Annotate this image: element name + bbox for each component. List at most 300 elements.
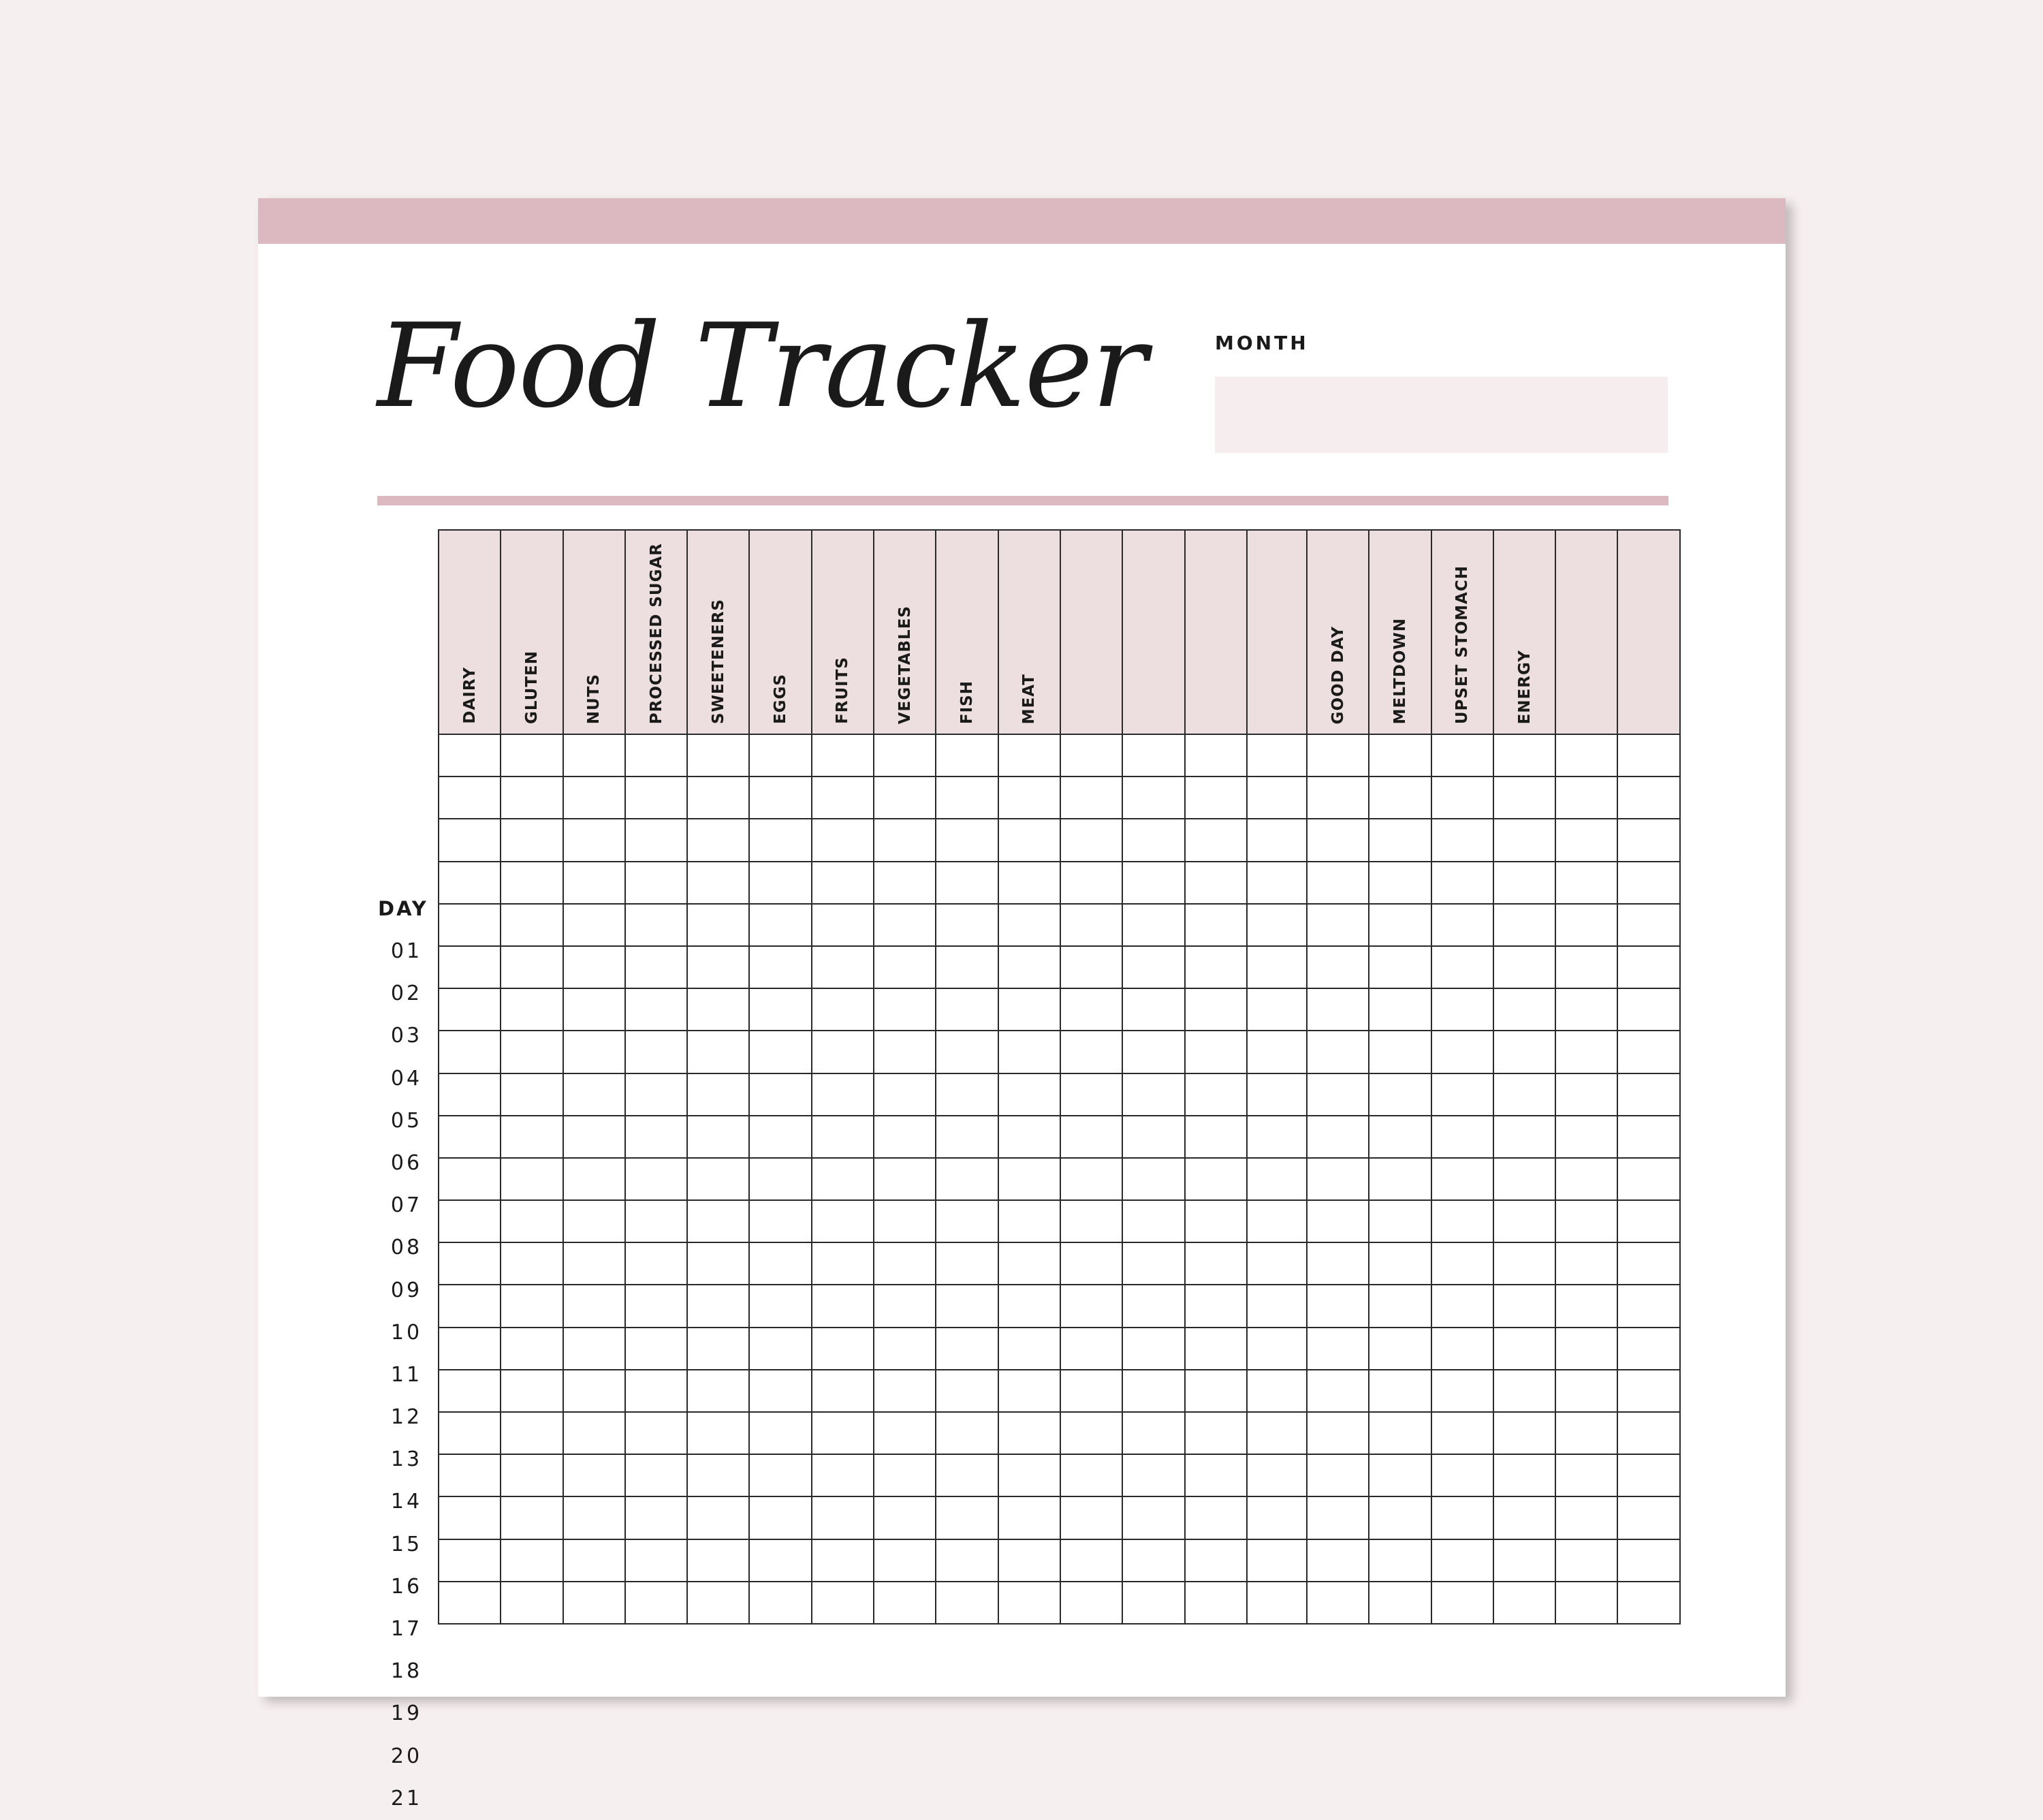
symptom-check-cell[interactable] xyxy=(1431,1200,1493,1242)
food-check-cell[interactable] xyxy=(687,946,749,988)
food-check-cell[interactable] xyxy=(625,819,687,861)
food-check-cell[interactable] xyxy=(1185,1328,1247,1370)
symptom-check-cell[interactable] xyxy=(1493,988,1555,1031)
food-check-cell[interactable] xyxy=(501,1454,563,1496)
food-check-cell[interactable] xyxy=(1247,1116,1309,1158)
food-check-cell[interactable] xyxy=(812,1539,874,1582)
food-check-cell[interactable] xyxy=(812,1328,874,1370)
symptom-check-cell[interactable] xyxy=(1555,1031,1617,1073)
food-check-cell[interactable] xyxy=(874,1116,936,1158)
symptom-check-cell[interactable] xyxy=(1369,946,1431,988)
food-check-cell[interactable] xyxy=(687,1539,749,1582)
symptom-check-cell[interactable] xyxy=(1555,988,1617,1031)
food-check-cell[interactable] xyxy=(998,776,1060,819)
food-check-cell[interactable] xyxy=(1122,1539,1184,1582)
food-check-cell[interactable] xyxy=(998,1242,1060,1285)
food-check-cell[interactable] xyxy=(749,862,811,904)
food-check-cell[interactable] xyxy=(749,946,811,988)
food-check-cell[interactable] xyxy=(1247,1031,1309,1073)
symptom-check-cell[interactable] xyxy=(1369,988,1431,1031)
food-check-cell[interactable] xyxy=(1060,1412,1122,1454)
food-check-cell[interactable] xyxy=(812,1242,874,1285)
food-check-cell[interactable] xyxy=(439,1454,501,1496)
food-check-cell[interactable] xyxy=(749,1200,811,1242)
food-check-cell[interactable] xyxy=(1060,1370,1122,1412)
food-check-cell[interactable] xyxy=(998,1412,1060,1454)
food-check-cell[interactable] xyxy=(1060,1158,1122,1200)
food-check-cell[interactable] xyxy=(625,1412,687,1454)
food-check-cell[interactable] xyxy=(1122,1073,1184,1116)
food-check-cell[interactable] xyxy=(1247,1158,1309,1200)
symptom-check-cell[interactable] xyxy=(1369,1370,1431,1412)
food-check-cell[interactable] xyxy=(1060,1328,1122,1370)
food-check-cell[interactable] xyxy=(439,946,501,988)
symptom-check-cell[interactable] xyxy=(1307,1370,1369,1412)
food-check-cell[interactable] xyxy=(998,1031,1060,1073)
food-check-cell[interactable] xyxy=(936,1116,998,1158)
symptom-check-cell[interactable] xyxy=(1307,1328,1369,1370)
symptom-check-cell[interactable] xyxy=(1617,1496,1679,1539)
food-check-cell[interactable] xyxy=(625,946,687,988)
food-check-cell[interactable] xyxy=(501,1073,563,1116)
food-check-cell[interactable] xyxy=(998,1073,1060,1116)
food-check-cell[interactable] xyxy=(1122,776,1184,819)
symptom-check-cell[interactable] xyxy=(1617,904,1679,946)
food-check-cell[interactable] xyxy=(1060,946,1122,988)
symptom-check-cell[interactable] xyxy=(1617,1031,1679,1073)
symptom-check-cell[interactable] xyxy=(1555,1073,1617,1116)
food-check-cell[interactable] xyxy=(625,1031,687,1073)
symptom-check-cell[interactable] xyxy=(1555,1116,1617,1158)
symptom-check-cell[interactable] xyxy=(1369,1242,1431,1285)
symptom-check-cell[interactable] xyxy=(1493,776,1555,819)
food-check-cell[interactable] xyxy=(625,1328,687,1370)
food-check-cell[interactable] xyxy=(936,776,998,819)
food-check-cell[interactable] xyxy=(687,1158,749,1200)
food-check-cell[interactable] xyxy=(749,1496,811,1539)
food-check-cell[interactable] xyxy=(998,988,1060,1031)
food-check-cell[interactable] xyxy=(1185,904,1247,946)
food-check-cell[interactable] xyxy=(1185,1454,1247,1496)
food-check-cell[interactable] xyxy=(687,862,749,904)
food-check-cell[interactable] xyxy=(812,988,874,1031)
food-check-cell[interactable] xyxy=(749,1158,811,1200)
food-check-cell[interactable] xyxy=(563,946,625,988)
food-check-cell[interactable] xyxy=(998,1454,1060,1496)
food-check-cell[interactable] xyxy=(1247,1539,1309,1582)
food-check-cell[interactable] xyxy=(1060,1031,1122,1073)
food-check-cell[interactable] xyxy=(874,1031,936,1073)
food-check-cell[interactable] xyxy=(563,819,625,861)
food-check-cell[interactable] xyxy=(563,1200,625,1242)
symptom-check-cell[interactable] xyxy=(1431,1073,1493,1116)
food-check-cell[interactable] xyxy=(439,1539,501,1582)
food-check-cell[interactable] xyxy=(749,1370,811,1412)
food-check-cell[interactable] xyxy=(812,1582,874,1624)
food-check-cell[interactable] xyxy=(874,862,936,904)
symptom-check-cell[interactable] xyxy=(1431,1496,1493,1539)
food-check-cell[interactable] xyxy=(687,776,749,819)
symptom-check-cell[interactable] xyxy=(1369,1582,1431,1624)
food-check-cell[interactable] xyxy=(1247,1242,1309,1285)
symptom-check-cell[interactable] xyxy=(1493,862,1555,904)
symptom-check-cell[interactable] xyxy=(1307,1073,1369,1116)
symptom-check-cell[interactable] xyxy=(1617,946,1679,988)
food-check-cell[interactable] xyxy=(998,1328,1060,1370)
symptom-check-cell[interactable] xyxy=(1617,1158,1679,1200)
symptom-check-cell[interactable] xyxy=(1493,1116,1555,1158)
food-check-cell[interactable] xyxy=(501,1285,563,1327)
food-check-cell[interactable] xyxy=(563,734,625,776)
food-check-cell[interactable] xyxy=(625,904,687,946)
symptom-check-cell[interactable] xyxy=(1555,1539,1617,1582)
symptom-check-cell[interactable] xyxy=(1617,1370,1679,1412)
food-check-cell[interactable] xyxy=(749,1539,811,1582)
food-check-cell[interactable] xyxy=(1247,946,1309,988)
food-check-cell[interactable] xyxy=(749,1412,811,1454)
symptom-check-cell[interactable] xyxy=(1369,1454,1431,1496)
food-check-cell[interactable] xyxy=(812,946,874,988)
food-check-cell[interactable] xyxy=(749,988,811,1031)
food-check-cell[interactable] xyxy=(501,1031,563,1073)
food-check-cell[interactable] xyxy=(625,1285,687,1327)
food-check-cell[interactable] xyxy=(439,1073,501,1116)
food-check-cell[interactable] xyxy=(563,1328,625,1370)
food-check-cell[interactable] xyxy=(1185,776,1247,819)
food-check-cell[interactable] xyxy=(1060,734,1122,776)
food-check-cell[interactable] xyxy=(936,1285,998,1327)
food-check-cell[interactable] xyxy=(501,819,563,861)
food-check-cell[interactable] xyxy=(998,1200,1060,1242)
food-check-cell[interactable] xyxy=(1122,1412,1184,1454)
symptom-check-cell[interactable] xyxy=(1617,1539,1679,1582)
symptom-check-cell[interactable] xyxy=(1431,1285,1493,1327)
month-field[interactable] xyxy=(1215,377,1668,453)
food-check-cell[interactable] xyxy=(874,946,936,988)
food-check-cell[interactable] xyxy=(1185,1412,1247,1454)
food-check-cell[interactable] xyxy=(1060,776,1122,819)
food-check-cell[interactable] xyxy=(687,819,749,861)
food-check-cell[interactable] xyxy=(998,1285,1060,1327)
food-check-cell[interactable] xyxy=(874,1454,936,1496)
food-check-cell[interactable] xyxy=(874,1328,936,1370)
food-check-cell[interactable] xyxy=(563,1454,625,1496)
food-check-cell[interactable] xyxy=(439,862,501,904)
food-check-cell[interactable] xyxy=(1060,862,1122,904)
food-check-cell[interactable] xyxy=(1122,904,1184,946)
food-check-cell[interactable] xyxy=(1060,1116,1122,1158)
food-check-cell[interactable] xyxy=(1122,862,1184,904)
food-check-cell[interactable] xyxy=(1247,988,1309,1031)
food-check-cell[interactable] xyxy=(563,1285,625,1327)
food-check-cell[interactable] xyxy=(936,862,998,904)
food-check-cell[interactable] xyxy=(1247,1496,1309,1539)
food-check-cell[interactable] xyxy=(812,776,874,819)
food-check-cell[interactable] xyxy=(936,1370,998,1412)
food-check-cell[interactable] xyxy=(439,1285,501,1327)
food-check-cell[interactable] xyxy=(501,1328,563,1370)
symptom-check-cell[interactable] xyxy=(1555,776,1617,819)
food-check-cell[interactable] xyxy=(874,1158,936,1200)
food-check-cell[interactable] xyxy=(1122,1158,1184,1200)
food-check-cell[interactable] xyxy=(998,819,1060,861)
food-check-cell[interactable] xyxy=(687,1073,749,1116)
food-check-cell[interactable] xyxy=(1122,734,1184,776)
food-check-cell[interactable] xyxy=(1060,904,1122,946)
symptom-check-cell[interactable] xyxy=(1369,1328,1431,1370)
food-check-cell[interactable] xyxy=(501,862,563,904)
food-check-cell[interactable] xyxy=(1060,1285,1122,1327)
symptom-check-cell[interactable] xyxy=(1555,1454,1617,1496)
food-check-cell[interactable] xyxy=(563,776,625,819)
food-check-cell[interactable] xyxy=(874,904,936,946)
food-check-cell[interactable] xyxy=(1247,1328,1309,1370)
food-check-cell[interactable] xyxy=(1122,1116,1184,1158)
food-check-cell[interactable] xyxy=(1060,1496,1122,1539)
food-check-cell[interactable] xyxy=(749,1285,811,1327)
food-check-cell[interactable] xyxy=(998,1539,1060,1582)
food-check-cell[interactable] xyxy=(687,1242,749,1285)
food-check-cell[interactable] xyxy=(749,1242,811,1285)
symptom-check-cell[interactable] xyxy=(1431,862,1493,904)
symptom-check-cell[interactable] xyxy=(1369,1200,1431,1242)
symptom-check-cell[interactable] xyxy=(1307,1285,1369,1327)
symptom-check-cell[interactable] xyxy=(1617,988,1679,1031)
symptom-check-cell[interactable] xyxy=(1431,1454,1493,1496)
food-check-cell[interactable] xyxy=(936,1412,998,1454)
food-check-cell[interactable] xyxy=(687,1116,749,1158)
food-check-cell[interactable] xyxy=(936,1496,998,1539)
food-check-cell[interactable] xyxy=(936,988,998,1031)
food-check-cell[interactable] xyxy=(936,1539,998,1582)
food-check-cell[interactable] xyxy=(1185,1370,1247,1412)
food-check-cell[interactable] xyxy=(1185,946,1247,988)
food-check-cell[interactable] xyxy=(1122,1031,1184,1073)
food-check-cell[interactable] xyxy=(998,1158,1060,1200)
food-check-cell[interactable] xyxy=(1185,1582,1247,1624)
symptom-check-cell[interactable] xyxy=(1493,1582,1555,1624)
food-check-cell[interactable] xyxy=(625,734,687,776)
symptom-check-cell[interactable] xyxy=(1369,1285,1431,1327)
symptom-check-cell[interactable] xyxy=(1307,1031,1369,1073)
symptom-check-cell[interactable] xyxy=(1307,946,1369,988)
food-check-cell[interactable] xyxy=(563,1031,625,1073)
symptom-check-cell[interactable] xyxy=(1493,1031,1555,1073)
food-check-cell[interactable] xyxy=(874,988,936,1031)
symptom-check-cell[interactable] xyxy=(1493,904,1555,946)
food-check-cell[interactable] xyxy=(874,1370,936,1412)
food-check-cell[interactable] xyxy=(439,1158,501,1200)
food-check-cell[interactable] xyxy=(501,946,563,988)
food-check-cell[interactable] xyxy=(1185,734,1247,776)
symptom-check-cell[interactable] xyxy=(1431,776,1493,819)
food-check-cell[interactable] xyxy=(563,1539,625,1582)
food-check-cell[interactable] xyxy=(749,1116,811,1158)
symptom-check-cell[interactable] xyxy=(1431,1582,1493,1624)
food-check-cell[interactable] xyxy=(1185,1158,1247,1200)
food-check-cell[interactable] xyxy=(874,1200,936,1242)
food-check-cell[interactable] xyxy=(1060,988,1122,1031)
food-check-cell[interactable] xyxy=(936,1031,998,1073)
food-check-cell[interactable] xyxy=(687,1370,749,1412)
food-check-cell[interactable] xyxy=(501,1582,563,1624)
symptom-check-cell[interactable] xyxy=(1369,1073,1431,1116)
food-check-cell[interactable] xyxy=(439,988,501,1031)
food-check-cell[interactable] xyxy=(687,1582,749,1624)
symptom-check-cell[interactable] xyxy=(1307,819,1369,861)
food-check-cell[interactable] xyxy=(998,734,1060,776)
symptom-check-cell[interactable] xyxy=(1307,1539,1369,1582)
food-check-cell[interactable] xyxy=(687,1200,749,1242)
food-check-cell[interactable] xyxy=(1060,1454,1122,1496)
food-check-cell[interactable] xyxy=(439,1200,501,1242)
symptom-check-cell[interactable] xyxy=(1431,819,1493,861)
food-check-cell[interactable] xyxy=(563,1073,625,1116)
food-check-cell[interactable] xyxy=(439,904,501,946)
food-check-cell[interactable] xyxy=(812,1200,874,1242)
symptom-check-cell[interactable] xyxy=(1555,1285,1617,1327)
food-check-cell[interactable] xyxy=(1060,1242,1122,1285)
symptom-check-cell[interactable] xyxy=(1369,1116,1431,1158)
food-check-cell[interactable] xyxy=(1247,1200,1309,1242)
food-check-cell[interactable] xyxy=(1247,1073,1309,1116)
food-check-cell[interactable] xyxy=(874,734,936,776)
food-check-cell[interactable] xyxy=(625,1582,687,1624)
food-check-cell[interactable] xyxy=(936,1200,998,1242)
symptom-check-cell[interactable] xyxy=(1431,1242,1493,1285)
food-check-cell[interactable] xyxy=(1122,1582,1184,1624)
symptom-check-cell[interactable] xyxy=(1555,1370,1617,1412)
symptom-check-cell[interactable] xyxy=(1307,1200,1369,1242)
food-check-cell[interactable] xyxy=(439,1370,501,1412)
food-check-cell[interactable] xyxy=(1247,904,1309,946)
food-check-cell[interactable] xyxy=(563,1370,625,1412)
food-check-cell[interactable] xyxy=(439,1328,501,1370)
food-check-cell[interactable] xyxy=(501,1496,563,1539)
food-check-cell[interactable] xyxy=(563,1496,625,1539)
symptom-check-cell[interactable] xyxy=(1307,1242,1369,1285)
symptom-check-cell[interactable] xyxy=(1617,1116,1679,1158)
food-check-cell[interactable] xyxy=(812,1116,874,1158)
food-check-cell[interactable] xyxy=(501,988,563,1031)
food-check-cell[interactable] xyxy=(1122,1200,1184,1242)
food-check-cell[interactable] xyxy=(874,1242,936,1285)
food-check-cell[interactable] xyxy=(749,1582,811,1624)
food-check-cell[interactable] xyxy=(812,1158,874,1200)
food-check-cell[interactable] xyxy=(1185,1539,1247,1582)
food-check-cell[interactable] xyxy=(998,862,1060,904)
symptom-check-cell[interactable] xyxy=(1555,734,1617,776)
food-check-cell[interactable] xyxy=(687,1031,749,1073)
symptom-check-cell[interactable] xyxy=(1493,1412,1555,1454)
symptom-check-cell[interactable] xyxy=(1493,1242,1555,1285)
food-check-cell[interactable] xyxy=(501,1370,563,1412)
symptom-check-cell[interactable] xyxy=(1617,776,1679,819)
food-check-cell[interactable] xyxy=(563,862,625,904)
symptom-check-cell[interactable] xyxy=(1307,1496,1369,1539)
symptom-check-cell[interactable] xyxy=(1369,1496,1431,1539)
food-check-cell[interactable] xyxy=(625,776,687,819)
food-check-cell[interactable] xyxy=(998,1370,1060,1412)
food-check-cell[interactable] xyxy=(439,1496,501,1539)
food-check-cell[interactable] xyxy=(687,904,749,946)
symptom-check-cell[interactable] xyxy=(1617,1412,1679,1454)
food-check-cell[interactable] xyxy=(1185,1496,1247,1539)
food-check-cell[interactable] xyxy=(1247,1285,1309,1327)
symptom-check-cell[interactable] xyxy=(1431,904,1493,946)
food-check-cell[interactable] xyxy=(749,1454,811,1496)
food-check-cell[interactable] xyxy=(1122,946,1184,988)
symptom-check-cell[interactable] xyxy=(1555,904,1617,946)
symptom-check-cell[interactable] xyxy=(1617,1328,1679,1370)
food-check-cell[interactable] xyxy=(625,1454,687,1496)
food-check-cell[interactable] xyxy=(749,819,811,861)
food-check-cell[interactable] xyxy=(439,1412,501,1454)
food-check-cell[interactable] xyxy=(625,1073,687,1116)
food-check-cell[interactable] xyxy=(625,1242,687,1285)
food-check-cell[interactable] xyxy=(439,776,501,819)
food-check-cell[interactable] xyxy=(1122,988,1184,1031)
food-check-cell[interactable] xyxy=(936,1158,998,1200)
food-check-cell[interactable] xyxy=(936,1328,998,1370)
food-check-cell[interactable] xyxy=(874,819,936,861)
symptom-check-cell[interactable] xyxy=(1493,1158,1555,1200)
food-check-cell[interactable] xyxy=(687,1328,749,1370)
food-check-cell[interactable] xyxy=(998,1496,1060,1539)
symptom-check-cell[interactable] xyxy=(1431,1158,1493,1200)
food-check-cell[interactable] xyxy=(687,988,749,1031)
symptom-check-cell[interactable] xyxy=(1617,1242,1679,1285)
food-check-cell[interactable] xyxy=(749,776,811,819)
symptom-check-cell[interactable] xyxy=(1493,1539,1555,1582)
food-check-cell[interactable] xyxy=(563,1158,625,1200)
food-check-cell[interactable] xyxy=(812,1454,874,1496)
food-check-cell[interactable] xyxy=(1060,819,1122,861)
symptom-check-cell[interactable] xyxy=(1617,1582,1679,1624)
food-check-cell[interactable] xyxy=(936,734,998,776)
food-check-cell[interactable] xyxy=(874,1073,936,1116)
symptom-check-cell[interactable] xyxy=(1555,1412,1617,1454)
symptom-check-cell[interactable] xyxy=(1555,1328,1617,1370)
symptom-check-cell[interactable] xyxy=(1369,1412,1431,1454)
food-check-cell[interactable] xyxy=(625,1370,687,1412)
food-check-cell[interactable] xyxy=(1122,819,1184,861)
food-check-cell[interactable] xyxy=(1185,988,1247,1031)
food-check-cell[interactable] xyxy=(812,1073,874,1116)
symptom-check-cell[interactable] xyxy=(1369,862,1431,904)
food-check-cell[interactable] xyxy=(936,819,998,861)
food-check-cell[interactable] xyxy=(874,1496,936,1539)
food-check-cell[interactable] xyxy=(812,862,874,904)
food-check-cell[interactable] xyxy=(1122,1328,1184,1370)
food-check-cell[interactable] xyxy=(1122,1454,1184,1496)
food-check-cell[interactable] xyxy=(687,734,749,776)
food-check-cell[interactable] xyxy=(1247,1370,1309,1412)
food-check-cell[interactable] xyxy=(501,1116,563,1158)
symptom-check-cell[interactable] xyxy=(1431,1370,1493,1412)
food-check-cell[interactable] xyxy=(812,1412,874,1454)
symptom-check-cell[interactable] xyxy=(1307,1582,1369,1624)
symptom-check-cell[interactable] xyxy=(1431,988,1493,1031)
symptom-check-cell[interactable] xyxy=(1555,1158,1617,1200)
symptom-check-cell[interactable] xyxy=(1555,1200,1617,1242)
food-check-cell[interactable] xyxy=(501,776,563,819)
symptom-check-cell[interactable] xyxy=(1369,819,1431,861)
symptom-check-cell[interactable] xyxy=(1493,946,1555,988)
food-check-cell[interactable] xyxy=(812,819,874,861)
symptom-check-cell[interactable] xyxy=(1431,946,1493,988)
food-check-cell[interactable] xyxy=(1247,1582,1309,1624)
